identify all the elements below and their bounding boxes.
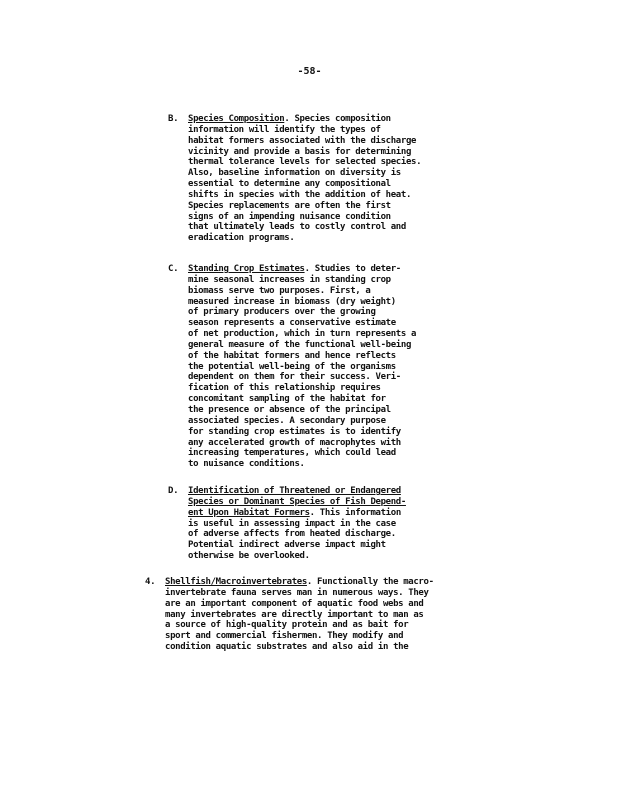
body-line: Also, baseline information on diversity is [188,168,401,179]
body-line: a source of high-quality protein and as bait for [165,620,409,631]
body-line: mine seasonal increases in standing crop [188,274,391,285]
body-line: to nuisance conditions. [188,459,305,470]
body-line: signs of an impending nuisance condition [188,211,391,222]
section-d-heading-line-1: Identification of Threatened or Endangered [188,486,401,496]
section-4-first-line [145,577,434,588]
section-c-first-line-rest: . Studies to deter- [304,264,401,274]
section-d-first-line [168,486,406,497]
body-line: information will identify the types of [188,124,381,135]
section-c-label: C. [168,264,179,274]
body-line: for standing crop estimates is to identify [188,426,401,437]
section-d-third-line [168,508,406,519]
body-line: are an important component of aquatic food webs and [165,598,424,609]
body-line: season represents a conservative estimate [188,318,396,329]
body-line: measured increase in biomass (dry weight) [188,296,396,307]
body-line: the potential well-being of the organisms [188,361,396,372]
body-line: invertebrate fauna serves man in numerous ways. They [165,587,429,598]
body-line: thermal tolerance levels for selected species. [188,157,422,168]
section-c-heading: Standing Crop Estimates [188,264,305,274]
section-c-first-line [168,264,416,275]
body-line: fication of this relationship requires [188,383,381,394]
body-line: of primary producers over the growing [188,307,376,318]
section-b-species-composition [168,114,421,244]
body-line: the presence or absence of the principal [188,404,391,415]
body-line: biomass serve two purposes. First, a [188,285,371,296]
section-4-shellfish-macroinvertebrates [145,577,434,653]
body-line: concomitant sampling of the habitat for [188,394,386,405]
body-line: is useful in assessing impact in the case [188,518,396,529]
body-line: that ultimately leads to costly control and [188,222,406,233]
section-d-threatened-species [168,486,406,562]
section-4-heading: Shellfish/Macroinvertebrates [165,577,307,587]
body-line: sport and commercial fishermen. They modify and [165,631,404,642]
body-line: habitat formers associated with the discharge [188,135,417,146]
body-line: otherwise be overlooked. [188,551,310,562]
section-4-first-line-rest: . Functionally the macro- [306,577,434,587]
section-d-heading-line-3: ent Upon Habitat Formers [188,507,310,518]
body-line: essential to determine any compositional [188,179,391,190]
body-line: condition aquatic substrates and also aid in the [165,642,409,653]
section-b-label: B. [168,114,179,124]
body-line: any accelerated growth of macrophytes with [188,437,401,448]
body-line: dependent on them for their success. Veri- [188,372,401,383]
body-line: vicinity and provide a basis for determining [188,146,412,157]
section-d-heading-line-2-wrap [168,497,406,508]
body-line: increasing temperatures, which could lead [188,448,396,459]
section-c-standing-crop-estimates [168,264,416,470]
body-line: general measure of the functional well-being [188,339,412,350]
body-line: associated species. A secondary purpose [188,415,386,426]
section-d-third-line-rest: . This information [309,507,401,518]
body-line: many invertebrates are directly important to man as [165,609,424,620]
body-line: of net production, which in turn represents a [188,329,417,340]
section-b-heading: Species Composition [188,114,285,124]
page-number: -58- [297,66,322,77]
section-d-label: D. [168,486,179,496]
section-d-heading-line-2: Species or Dominant Species of Fish Depend- [188,496,406,507]
section-4-label: 4. [145,577,156,587]
section-b-first-line [168,114,421,125]
body-line: shifts in species with the addition of heat. [188,189,412,200]
body-line: of the habitat formers and hence reflects [188,350,396,361]
body-line: eradication programs. [188,233,295,244]
body-line: Species replacements are often the first [188,200,391,211]
body-line: Potential indirect adverse impact might [188,540,386,551]
body-line: of adverse affects from heated discharge. [188,529,396,540]
section-b-first-line-rest: . Species composition [284,114,391,124]
